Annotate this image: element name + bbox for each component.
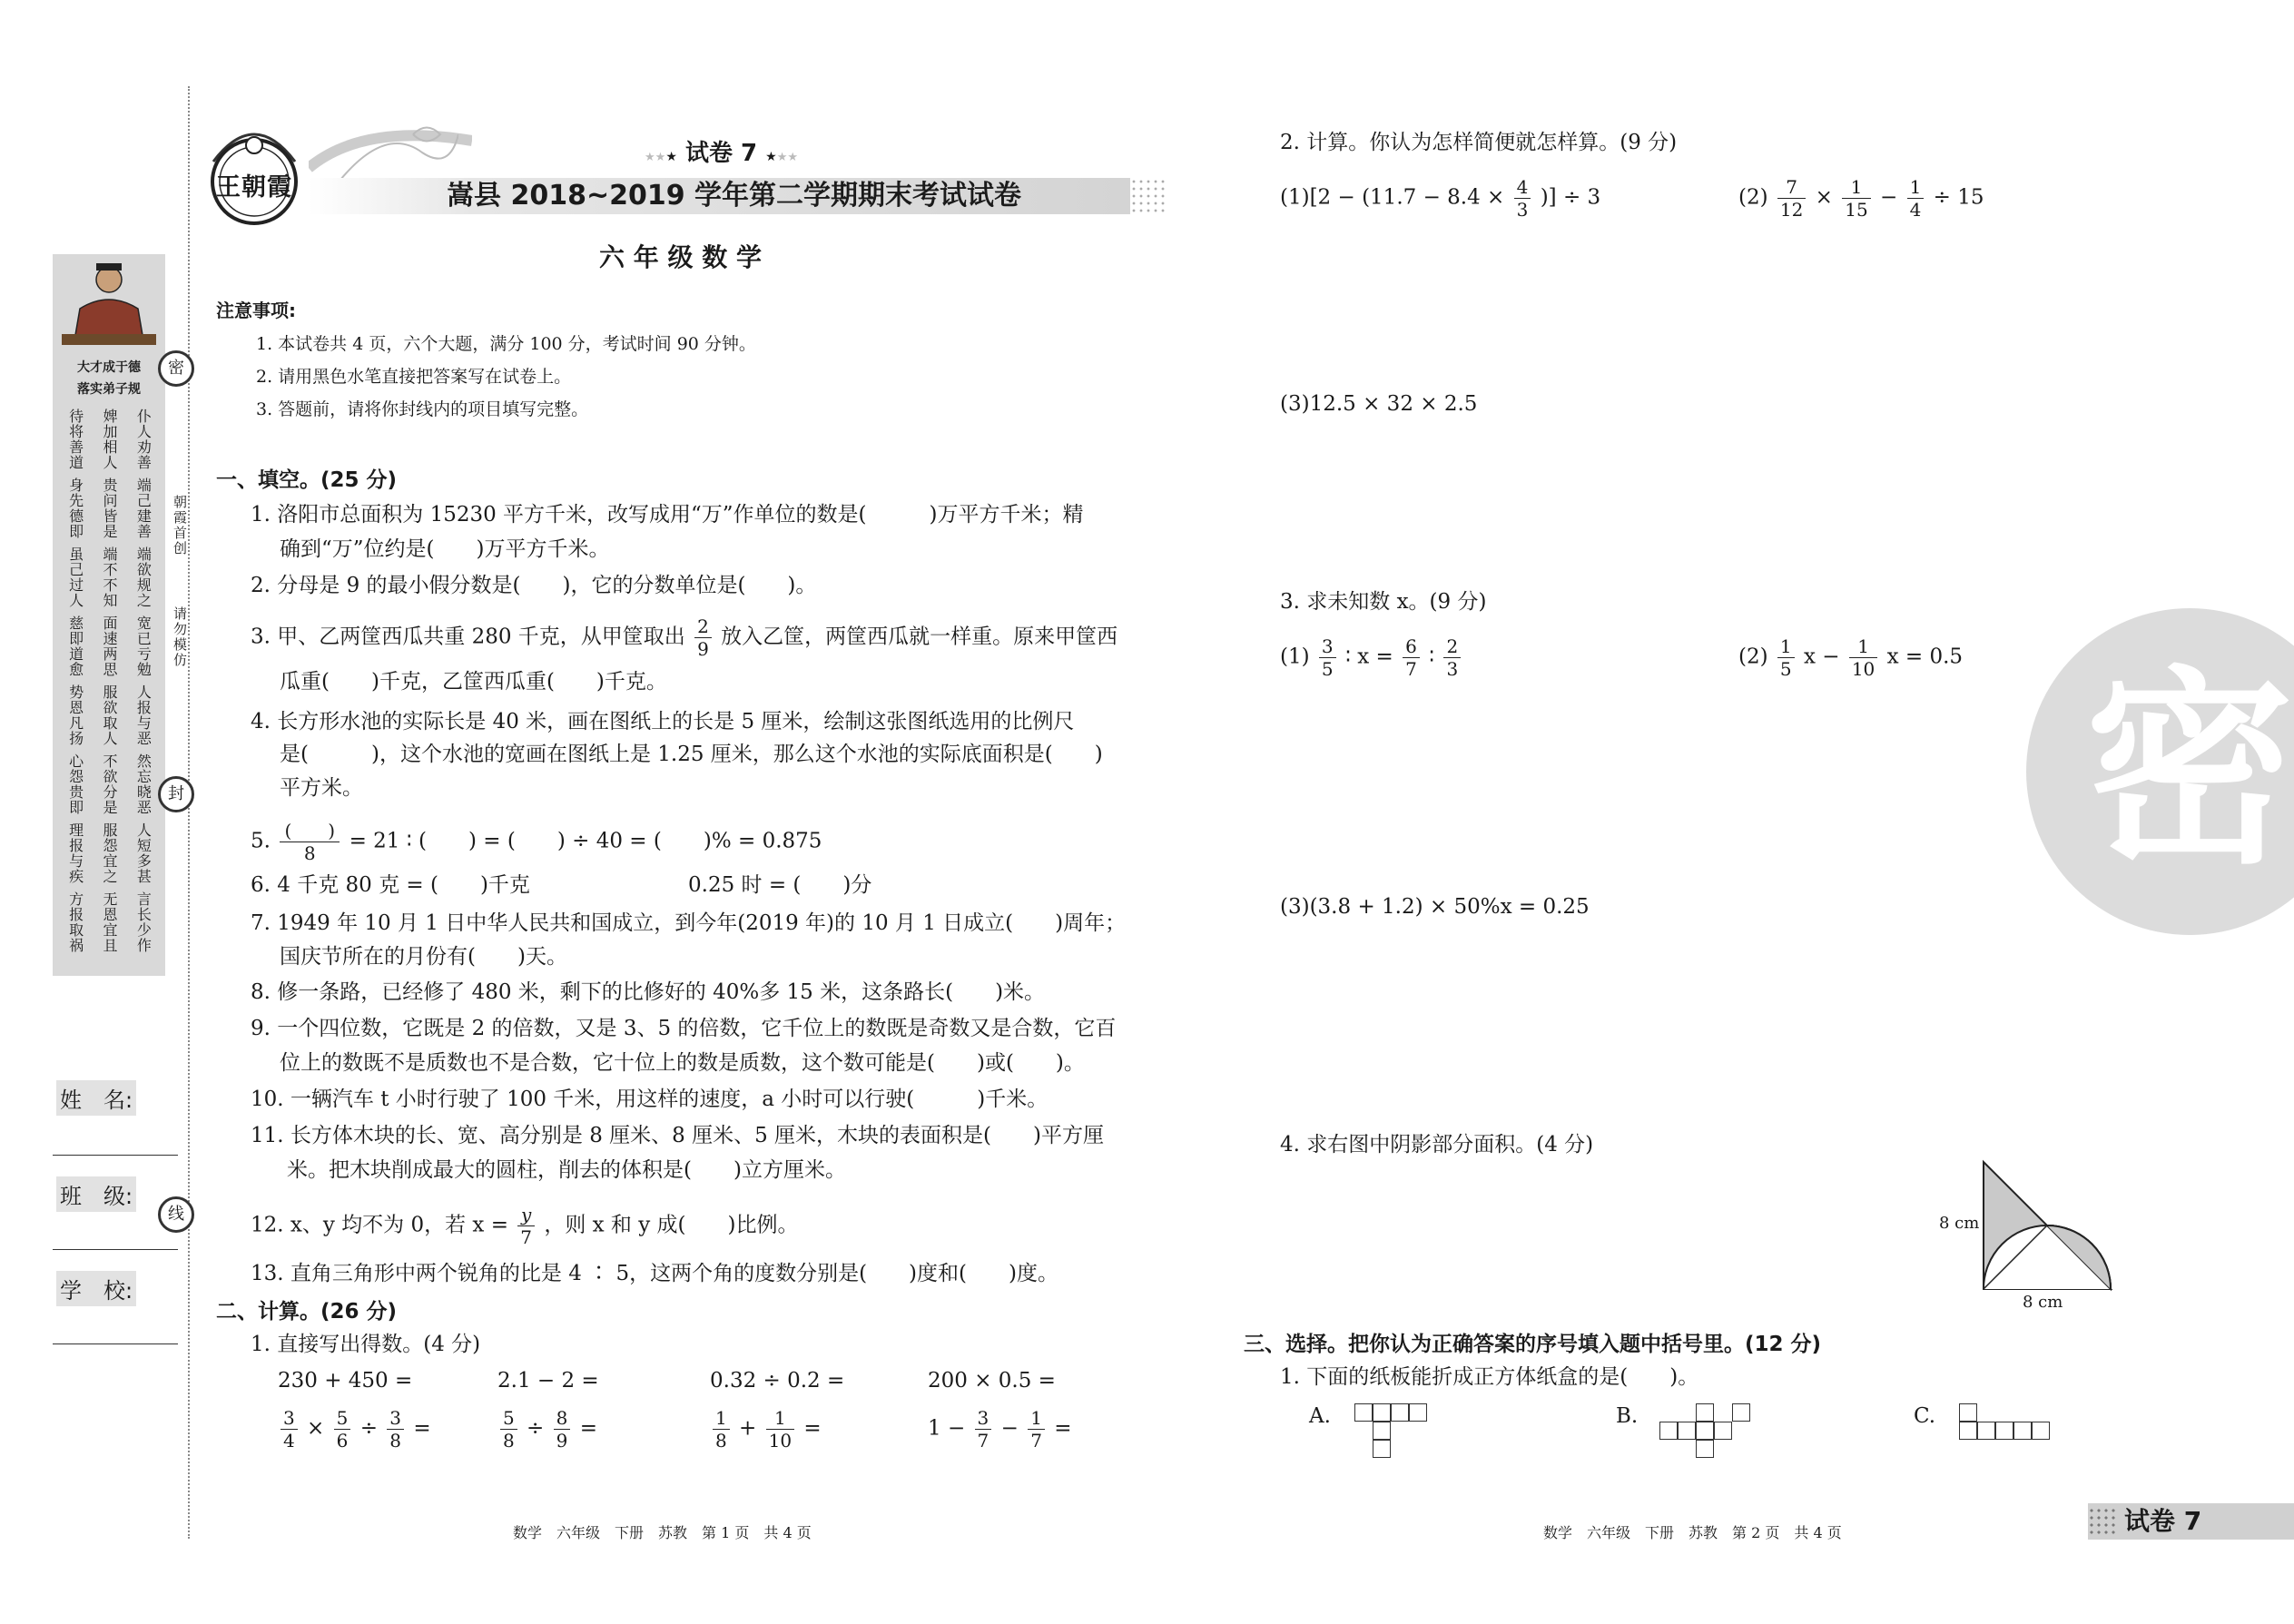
question-text: 8. 修一条路，已经修了 480 米，剩下的比修好的 40%多 15 米，这条路长( )米。 [251, 980, 1046, 1004]
equation-item: (2) $\frac{1}{5}$ x − $\frac{1}{10}$ x = 0.5 [1738, 635, 1964, 680]
motto-column: 服欲取人 [100, 684, 118, 746]
notes-heading: 注意事项: [216, 300, 296, 321]
class-field[interactable] [53, 1249, 178, 1250]
question-text: 4. 求右图中阴影部分面积。(4 分) [1280, 1133, 1594, 1156]
star-icon: ★★ [776, 151, 799, 164]
series-tag [645, 134, 798, 168]
question-text: 5. $\frac{( )}{8}$ = 21 ∶ ( ) = ( ) ÷ 40 = ( )% = 0.875 [251, 820, 822, 864]
motto-column: 服怨宜之 [100, 822, 118, 884]
star-icon: ★ [665, 150, 677, 164]
equation-item: (1) $\frac{3}{5}$ ∶ x = $\frac{6}{7}$ ∶ $\frac{2}{3}$ [1280, 637, 1463, 678]
section-heading: 二、计算。(26 分) [216, 1300, 398, 1324]
scholar-illustration [53, 254, 165, 354]
seal-line [188, 86, 190, 1539]
star-icon: ★★ [645, 151, 666, 164]
motto-column: 人短多甚 [134, 822, 153, 884]
net-option-b[interactable] [1659, 1403, 1750, 1458]
motto-panel [53, 254, 165, 976]
question-text: 2. 分母是 9 的最小假分数是( )，它的分数单位是( )。 [251, 574, 817, 597]
name-field[interactable] [53, 1155, 178, 1156]
motto-column: 身先德即 [66, 477, 84, 539]
calc-item: $\frac{5}{8}$ ÷ $\frac{8}{9}$ = [497, 1409, 597, 1450]
logo-text: 王朝霞 [216, 173, 292, 202]
watermark-seal: 密 [2026, 608, 2294, 935]
net-option-a[interactable] [1354, 1403, 1427, 1458]
note-item: 2. 请用黑色水笔直接把答案写在试卷上。 [256, 367, 572, 387]
fraction: $\frac{y}{7}$ [517, 1206, 535, 1246]
net-option-c[interactable] [1959, 1403, 2050, 1440]
class-field-label: 班 级: [56, 1176, 136, 1212]
question-text: 1. 下面的纸板能折成正方体纸盒的是( )。 [1280, 1365, 1699, 1389]
footer-tag: 试卷 7 [2124, 1506, 2202, 1536]
fraction: $\frac{2}{9}$ [694, 617, 712, 658]
motto-column: 人报与恶 [134, 684, 153, 746]
name-field-label: 姓 名: [56, 1080, 136, 1116]
seal-mark: 线 [158, 1196, 194, 1233]
note-item: 1. 本试卷共 4 页，六个大题，满分 100 分，考试时间 90 分钟。 [256, 334, 756, 354]
calc-item: 0.32 ÷ 0.2 = [710, 1369, 845, 1393]
motto-column: 面速两思 [100, 615, 118, 677]
option-label: B. [1616, 1404, 1639, 1428]
question-text: 1. 洛阳市总面积为 15230 平方千米，改写成用“万”作单位的数是( )万平方千米；精 [251, 503, 1084, 527]
warning-text-2: 请勿模仿 [172, 606, 188, 668]
motto-column: 待将善道 [66, 408, 84, 470]
calc-item: $\frac{3}{4}$ × $\frac{5}{6}$ ÷ $\frac{3}{8}$ = [278, 1409, 431, 1450]
motto-column: 势恩凡扬 [66, 684, 84, 746]
section-heading: 一、填空。(25 分) [216, 468, 398, 492]
motto-column: 端己建善 [134, 477, 153, 539]
question-text: 4. 长方形水池的实际长是 40 米，画在图纸上的长是 5 厘米，绘制这张图纸选用的比例尺 [251, 710, 1075, 733]
motto-column: 无恩宜且 [100, 891, 118, 953]
motto-column: 婢加相人 [100, 408, 118, 470]
option-label: A. [1309, 1404, 1331, 1428]
question-text: 米。把木块削成最大的圆柱，削去的体积是( )立方厘米。 [287, 1158, 846, 1182]
seal-mark: 封 [158, 776, 194, 812]
motto-column: 不欲分是 [100, 753, 118, 815]
note-item: 3. 答题前，请将你封线内的项目填写完整。 [256, 399, 589, 419]
warning-text-1: 朝霞首创 [172, 495, 188, 556]
motto-column: 言长少作 [134, 891, 153, 953]
motto-top-2: 落实弟子规 [77, 382, 141, 397]
calc-item: 1 − $\frac{3}{7}$ − $\frac{1}{7}$ = [928, 1407, 1072, 1452]
question-text: 6. 4 千克 80 克 = ( )千克 [251, 873, 530, 897]
motto-column: 然忘晓恶 [134, 753, 153, 815]
calc-item: 200 × 0.5 = [928, 1369, 1056, 1393]
subject-title: 六 年 级 数 学 [599, 242, 762, 272]
question-text: 平方米。 [280, 776, 363, 800]
motto-top-1: 大才成于德 [77, 360, 141, 375]
question-text: 9. 一个四位数，它既是 2 的倍数，又是 3、5 的倍数，它千位上的数既是奇数又是合数，它百 [251, 1017, 1117, 1040]
question-text: 0.25 时 = ( )分 [688, 873, 872, 897]
calc-item: $\frac{1}{8}$ + $\frac{1}{10}$ = [710, 1409, 822, 1450]
seal-mark: 密 [158, 350, 194, 387]
section-heading: 三、选择。把你认为正确答案的序号填入题中括号里。(12 分) [1244, 1333, 1822, 1356]
motto-column: 心怨贵即 [66, 753, 84, 815]
footer-left: 数学 六年级 下册 苏教 第 1 页 共 4 页 [513, 1524, 812, 1541]
calc-item: 2.1 − 2 = [497, 1369, 599, 1393]
series-label: 试卷 7 [684, 140, 758, 167]
question-text: 1. 直接写出得数。(4 分) [251, 1333, 481, 1356]
equation-item: (3)(3.8 + 1.2) × 50%x = 0.25 [1280, 895, 1590, 919]
figure-label: 8 cm [2023, 1293, 2063, 1312]
school-field[interactable] [53, 1343, 178, 1344]
motto-column: 端不不知 [100, 546, 118, 608]
question-text: 10. 一辆汽车 t 小时行驶了 100 千米，用这样的速度，a 小时可以行驶( )千米。 [251, 1088, 1049, 1111]
shaded-area-figure [1979, 1153, 2124, 1298]
motto-column: 端欲规之 [134, 546, 153, 608]
question-text: 3. 求未知数 x。(9 分) [1280, 590, 1487, 614]
question-text: 13. 直角三角形中两个锐角的比是 4 ∶ 5，这两个角的度数分别是( )度和( )度。 [251, 1262, 1058, 1285]
fraction: $\frac{( )}{8}$ [280, 822, 340, 862]
motto-column: 方报取祸 [66, 891, 84, 953]
question-text: 位上的数既不是质数也不是合数，它十位上的数是质数，这个数可能是( )或( )。 [280, 1051, 1085, 1075]
page-title: 嵩县 2018~2019 学年第二学期期末考试试卷 [447, 180, 1022, 212]
question-text: 11. 长方体木块的长、宽、高分别是 8 厘米、8 厘米、5 厘米，木块的表面积是( )平方厘 [251, 1124, 1104, 1147]
question-text: 是( )，这个水池的宽画在图纸上是 1.25 厘米，那么这个水池的实际底面积是( ) [280, 743, 1103, 766]
motto-grid [53, 398, 165, 953]
calc-item: (2) $\frac{7}{12}$ × $\frac{1}{15}$ − $\frac{1}{4}$ ÷ 15 [1738, 176, 1984, 221]
question-text: 国庆节所在的月份有( )天。 [280, 945, 567, 969]
motto-column: 慈即道愈 [66, 615, 84, 677]
question-text: 12. x、y 均不为 0，若 x = $\frac{y}{7}$ ，则 x 和 y 成( )比例。 [251, 1204, 799, 1248]
calc-item: 230 + 450 = [278, 1369, 413, 1393]
option-label: C. [1914, 1404, 1936, 1428]
motto-column: 虽己过人 [66, 546, 84, 608]
question-text: 7. 1949 年 10 月 1 日中华人民共和国成立，到今年(2019 年)的 10 月 1 日成立( )周年； [251, 911, 1127, 935]
calc-item: (3)12.5 × 32 × 2.5 [1280, 392, 1478, 416]
question-text: 3. 甲、乙两筐西瓜共重 280 千克，从甲筐取出 $\frac{2}{9}$ 放入乙筐，两筐西瓜就一样重。原来甲筐西 [251, 615, 1118, 660]
motto-column: 理报与疾 [66, 822, 84, 884]
figure-label: 8 cm [1939, 1214, 1980, 1233]
star-icon: ★ [765, 150, 777, 164]
footer-tag-dots [2088, 1507, 2119, 1536]
motto-column: 宽已亏勉 [134, 615, 153, 677]
question-text: 2. 计算。你认为怎样简便就怎样算。(9 分) [1280, 131, 1678, 154]
footer-right: 数学 六年级 下册 苏教 第 2 页 共 4 页 [1543, 1524, 1842, 1541]
motto-column: 仆人劝善 [134, 408, 153, 470]
question-text: 瓜重( )千克，乙筐西瓜重( )千克。 [280, 670, 667, 694]
motto-column: 贵问皆是 [100, 477, 118, 539]
question-text: 确到“万”位约是( )万平方千米。 [280, 537, 610, 561]
calc-item: (1)[2 − (11.7 − 8.4 × $\frac{4}{3}$ )] ÷ 3 [1280, 176, 1601, 221]
title-banner-dots [1130, 178, 1167, 214]
school-field-label: 学 校: [56, 1271, 136, 1306]
